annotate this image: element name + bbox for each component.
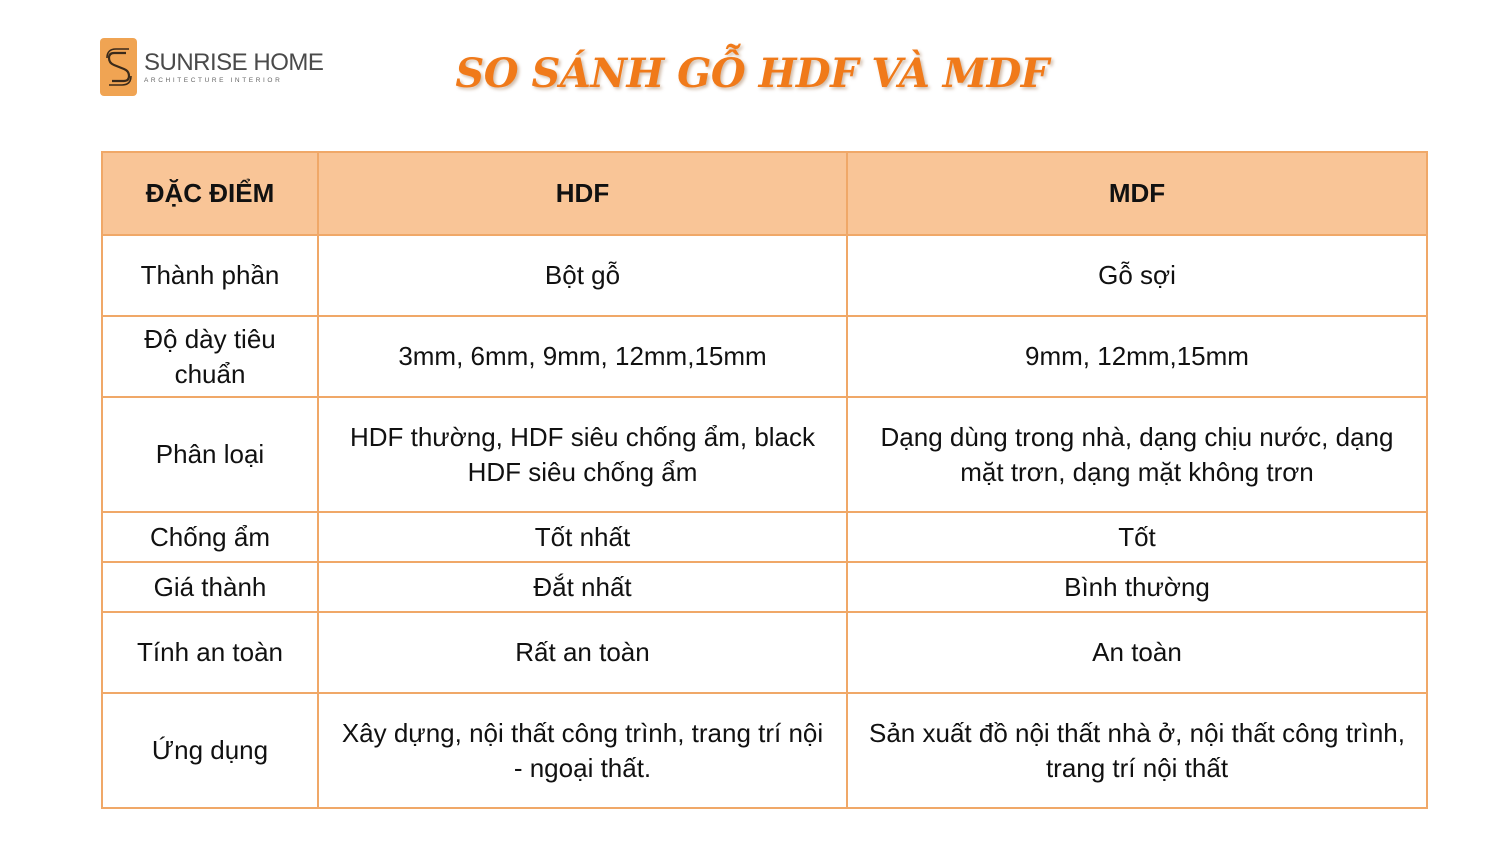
mdf-cell: 9mm, 12mm,15mm (847, 316, 1427, 397)
hdf-cell: Đắt nhất (318, 562, 847, 612)
mdf-cell: Tốt (847, 512, 1427, 562)
table-row (102, 512, 1427, 562)
table-row (102, 316, 1427, 397)
feature-cell: Ứng dụng (102, 693, 318, 808)
feature-cell: Thành phần (102, 235, 318, 316)
mdf-cell: Dạng dùng trong nhà, dạng chịu nước, dạng mặt trơn, dạng mặt không trơn (847, 397, 1427, 512)
mdf-cell: Sản xuất đồ nội thất nhà ở, nội thất công trình, trang trí nội thất (847, 693, 1427, 808)
mdf-cell: Bình thường (847, 562, 1427, 612)
table-header-row (102, 152, 1427, 235)
hdf-cell: 3mm, 6mm, 9mm, 12mm,15mm (318, 316, 847, 397)
logo-name: SUNRISE HOME (144, 48, 324, 76)
header-feature: ĐẶC ĐIỂM (102, 152, 318, 235)
hdf-cell: HDF thường, HDF siêu chống ẩm, black HDF siêu chống ẩm (318, 397, 847, 512)
header-hdf: HDF (318, 152, 847, 235)
feature-cell: Tính an toàn (102, 612, 318, 693)
feature-cell: Giá thành (102, 562, 318, 612)
feature-cell: Phân loại (102, 397, 318, 512)
comparison-table (101, 151, 1428, 809)
table-row (102, 397, 1427, 512)
table-row (102, 693, 1427, 808)
mdf-cell: Gỗ sợi (847, 235, 1427, 316)
feature-cell: Độ dày tiêu chuẩn (102, 316, 318, 397)
header-mdf: MDF (847, 152, 1427, 235)
hdf-cell: Rất an toàn (318, 612, 847, 693)
mdf-cell: An toàn (847, 612, 1427, 693)
feature-cell: Chống ẩm (102, 512, 318, 562)
logo-tagline: ARCHITECTURE INTERIOR (144, 76, 283, 84)
table-row (102, 612, 1427, 693)
page-title: SO SÁNH GỖ HDF VÀ MDF (455, 50, 1049, 97)
hdf-cell: Tốt nhất (318, 512, 847, 562)
hdf-cell: Bột gỗ (318, 235, 847, 316)
table-row (102, 235, 1427, 316)
hdf-cell: Xây dựng, nội thất công trình, trang trí nội - ngoại thất. (318, 693, 847, 808)
table-row (102, 562, 1427, 612)
